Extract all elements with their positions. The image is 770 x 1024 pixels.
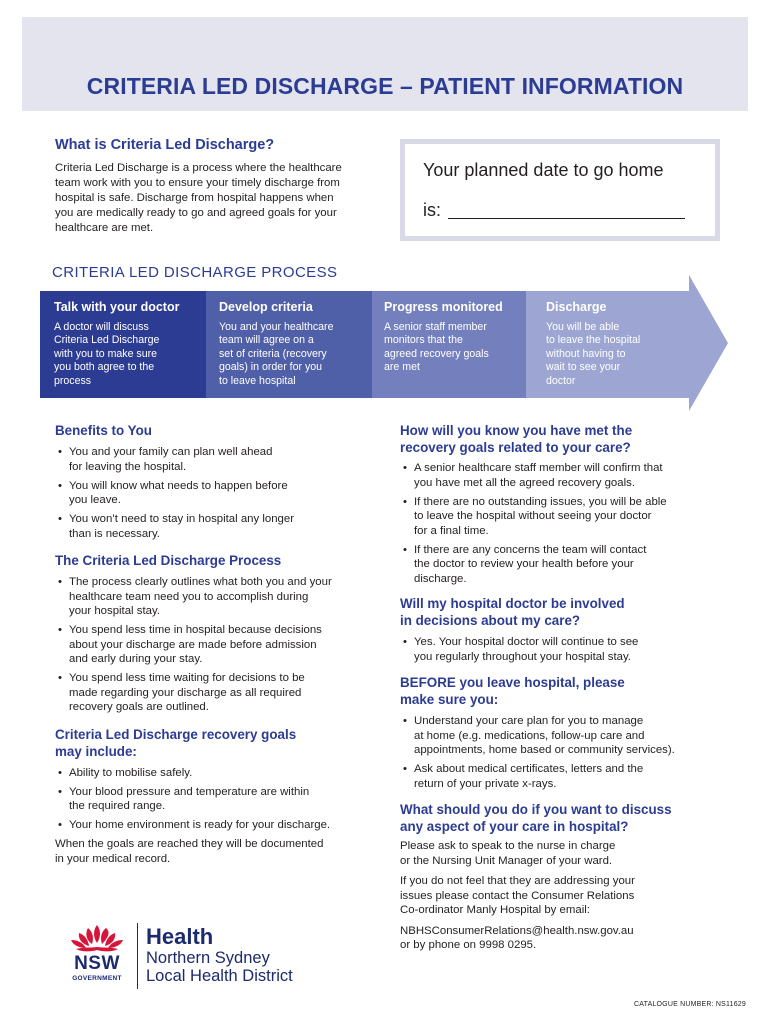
know-heading bbox=[400, 422, 740, 456]
text-line: you are medically ready to go and agreed goals for your bbox=[55, 207, 337, 219]
process-benefits-heading: The Criteria Led Discharge Process bbox=[55, 553, 282, 568]
benefits-heading: Benefits to You bbox=[55, 423, 152, 438]
list-item bbox=[400, 762, 740, 791]
text-line: the doctor to review your health before your bbox=[414, 558, 634, 570]
text-line: Yes. Your hospital doctor will continue to see bbox=[414, 636, 639, 648]
before-list bbox=[400, 714, 740, 791]
text-line: You won’t need to stay in hospital any longer bbox=[69, 513, 295, 525]
step-title: Discharge bbox=[546, 300, 607, 314]
text-line: You spend less time in hospital because decisions bbox=[69, 624, 322, 636]
text-line: in decisions about my care? bbox=[400, 613, 581, 628]
text-line: If there are no outstanding issues, you will be able bbox=[414, 495, 667, 508]
text-line: Ability to mobilise safely. bbox=[69, 766, 193, 779]
list-item bbox=[55, 623, 385, 667]
text-line: Your home environment is ready for your discharge. bbox=[69, 819, 331, 831]
text-line: Your blood pressure and temperature are within bbox=[69, 785, 310, 798]
title-banner bbox=[22, 17, 748, 111]
what-section bbox=[55, 137, 385, 236]
list-item bbox=[400, 635, 740, 664]
text-line: you leave. bbox=[69, 494, 121, 506]
planned-date-box bbox=[400, 139, 720, 241]
text-line: When the goals are reached they will be documented bbox=[55, 838, 324, 850]
text-line: Co-ordinator Manly Hospital by email: bbox=[400, 904, 590, 916]
text-line: recovery goals related to your care? bbox=[400, 440, 631, 455]
benefits-list bbox=[55, 445, 385, 541]
step-description bbox=[219, 321, 367, 388]
text-line: process bbox=[54, 374, 92, 387]
page-title: CRITERIA LED DISCHARGE – PATIENT INFORMATION bbox=[86, 73, 684, 99]
text-line: in your medical record. bbox=[55, 852, 171, 865]
nsw-wordmark: NSW bbox=[74, 953, 120, 974]
list-item bbox=[55, 479, 385, 508]
step-description bbox=[384, 321, 532, 375]
text-line: Understand your care plan for you to manage bbox=[414, 715, 644, 727]
text-line: you have met all the agreed recovery goals. bbox=[414, 476, 635, 489]
planned-date-label: Your planned date to go home bbox=[423, 160, 664, 180]
text-line: are met bbox=[384, 361, 420, 374]
planned-date-inner bbox=[405, 144, 715, 236]
list-item bbox=[55, 671, 385, 715]
nsw-health-logo bbox=[64, 921, 324, 991]
text-line: A senior staff member bbox=[384, 321, 487, 333]
text-line: team will agree on a bbox=[219, 334, 314, 347]
what-text bbox=[55, 161, 385, 236]
list-item bbox=[55, 766, 385, 781]
text-line: Please ask to speak to the nurse in charge bbox=[400, 840, 616, 852]
left-column bbox=[55, 422, 385, 866]
process-benefits-list bbox=[55, 575, 385, 715]
text-line: If you do not feel that they are addressing your bbox=[400, 875, 635, 887]
text-line: may include: bbox=[55, 743, 137, 759]
text-line: You and your family can plan well ahead bbox=[69, 446, 273, 458]
process-step-develop bbox=[219, 300, 367, 388]
text-line: to leave the hospital bbox=[546, 334, 641, 347]
text-line: to leave the hospital without seeing your doctor bbox=[414, 510, 652, 522]
doctor-heading bbox=[400, 595, 740, 629]
discuss-contact bbox=[400, 924, 740, 953]
list-item bbox=[55, 512, 385, 541]
text-line: make sure you: bbox=[400, 692, 499, 707]
text-line: agreed recovery goals bbox=[384, 347, 489, 360]
text-line: issues please contact the Consumer Relations bbox=[400, 889, 635, 902]
what-heading: What is Criteria Led Discharge? bbox=[55, 137, 275, 153]
catalogue-number: CATALOGUE NUMBER: NS11629 bbox=[634, 1001, 746, 1008]
list-item bbox=[400, 543, 740, 587]
text-line: and early during your stay. bbox=[69, 653, 203, 665]
discuss-paragraph-2 bbox=[400, 874, 740, 918]
process-step-discharge bbox=[546, 300, 694, 388]
text-line: How will you know you have met the bbox=[400, 423, 633, 438]
step-title: Develop criteria bbox=[219, 300, 313, 314]
contact-email: NBHSConsumerRelations@health.nsw.gov.au bbox=[400, 924, 634, 937]
health-wordmark: Health bbox=[146, 924, 214, 949]
text-line: appointments, home based or community services). bbox=[414, 744, 675, 756]
text-line: made regarding your discharge as all required bbox=[69, 686, 302, 699]
text-line: If there are any concerns the team will contact bbox=[414, 543, 647, 556]
list-item bbox=[55, 575, 385, 619]
text-line: Criteria Led Discharge bbox=[54, 334, 160, 347]
text-line: wait to see your bbox=[546, 361, 621, 374]
text-line: You and your healthcare bbox=[219, 321, 334, 333]
text-line: you both agree to the bbox=[54, 361, 155, 374]
text-line: than is necessary. bbox=[69, 527, 160, 540]
text-line: discharge. bbox=[414, 572, 467, 585]
text-line: hospital is safe. Discharge from hospital happens when bbox=[55, 192, 334, 204]
text-line: with you to make sure bbox=[54, 347, 158, 360]
text-line: goals) in order for you bbox=[219, 361, 323, 374]
text-line: recovery goals are outlined. bbox=[69, 701, 209, 713]
district-name bbox=[146, 925, 293, 985]
text-line: healthcare team need you to accomplish during bbox=[69, 590, 309, 603]
government-wordmark: GOVERNMENT bbox=[72, 975, 122, 982]
text-line: you regularly throughout your hospital stay. bbox=[414, 650, 631, 663]
text-line: BEFORE you leave hospital, please bbox=[400, 675, 625, 690]
list-item bbox=[400, 714, 740, 758]
step-title: Talk with your doctor bbox=[54, 300, 180, 314]
right-column bbox=[400, 422, 740, 953]
contact-phone: or by phone on 9998 0295. bbox=[400, 939, 537, 951]
planned-date-blank-line bbox=[448, 218, 685, 219]
doctor-list bbox=[400, 635, 740, 664]
process-title: CRITERIA LED DISCHARGE PROCESS bbox=[52, 264, 338, 281]
process-step-talk bbox=[54, 300, 202, 388]
recovery-goals-heading bbox=[55, 726, 385, 760]
text-line: your hospital stay. bbox=[69, 605, 160, 617]
list-item bbox=[55, 785, 385, 814]
text-line: Criteria Led Discharge is a process where the healthcare bbox=[55, 162, 342, 174]
text-line: The process clearly outlines what both you and your bbox=[69, 576, 332, 588]
text-line: Will my hospital doctor be involved bbox=[400, 596, 625, 611]
text-line: A doctor will discuss bbox=[54, 321, 149, 333]
step-description bbox=[54, 321, 202, 388]
text-line: team work with you to ensure your timely discharge from bbox=[55, 177, 340, 189]
recovery-goals-note bbox=[55, 837, 385, 866]
text-line: You will be able bbox=[546, 321, 620, 333]
text-line: Criteria Led Discharge recovery goals bbox=[55, 726, 297, 742]
planned-date-is-label: is: bbox=[423, 200, 441, 220]
text-line: monitors that the bbox=[384, 334, 463, 347]
process-step-monitored bbox=[384, 300, 532, 375]
text-line: to leave hospital bbox=[219, 374, 296, 387]
text-line: doctor bbox=[546, 374, 576, 387]
district-line-2: Local Health District bbox=[146, 967, 293, 985]
step-title: Progress monitored bbox=[384, 300, 503, 314]
text-line: A senior healthcare staff member will confirm that bbox=[414, 462, 663, 474]
district-line-1: Northern Sydney bbox=[146, 949, 270, 967]
list-item bbox=[55, 445, 385, 474]
waratah-icon bbox=[64, 921, 130, 957]
discuss-paragraph-1 bbox=[400, 839, 740, 868]
text-line: without having to bbox=[546, 347, 626, 360]
text-line: the required range. bbox=[69, 800, 166, 812]
list-item bbox=[400, 461, 740, 490]
text-line: about your discharge are made before admission bbox=[69, 638, 317, 651]
text-line: return of your private x-rays. bbox=[414, 777, 557, 790]
text-line: healthcare are met. bbox=[55, 222, 154, 234]
list-item bbox=[55, 818, 385, 833]
text-line: any aspect of your care in hospital? bbox=[400, 819, 629, 834]
process-arrow bbox=[40, 275, 730, 411]
text-line: You will know what needs to happen before bbox=[69, 479, 288, 492]
recovery-goals-list bbox=[55, 766, 385, 833]
text-line: Ask about medical certificates, letters and the bbox=[414, 763, 644, 775]
text-line: for a final time. bbox=[414, 524, 489, 537]
logo-divider bbox=[137, 923, 138, 989]
text-line: set of criteria (recovery bbox=[219, 347, 327, 360]
text-line: at home (e.g. medications, follow-up care and bbox=[414, 729, 645, 742]
text-line: You spend less time waiting for decisions to be bbox=[69, 672, 305, 684]
know-list bbox=[400, 461, 740, 586]
text-line: for leaving the hospital. bbox=[69, 460, 187, 473]
discuss-heading bbox=[400, 801, 740, 835]
text-line: or the Nursing Unit Manager of your ward. bbox=[400, 854, 613, 867]
list-item bbox=[400, 495, 740, 539]
before-heading bbox=[400, 674, 740, 708]
text-line: What should you do if you want to discuss bbox=[400, 802, 672, 817]
step-description bbox=[546, 321, 694, 388]
